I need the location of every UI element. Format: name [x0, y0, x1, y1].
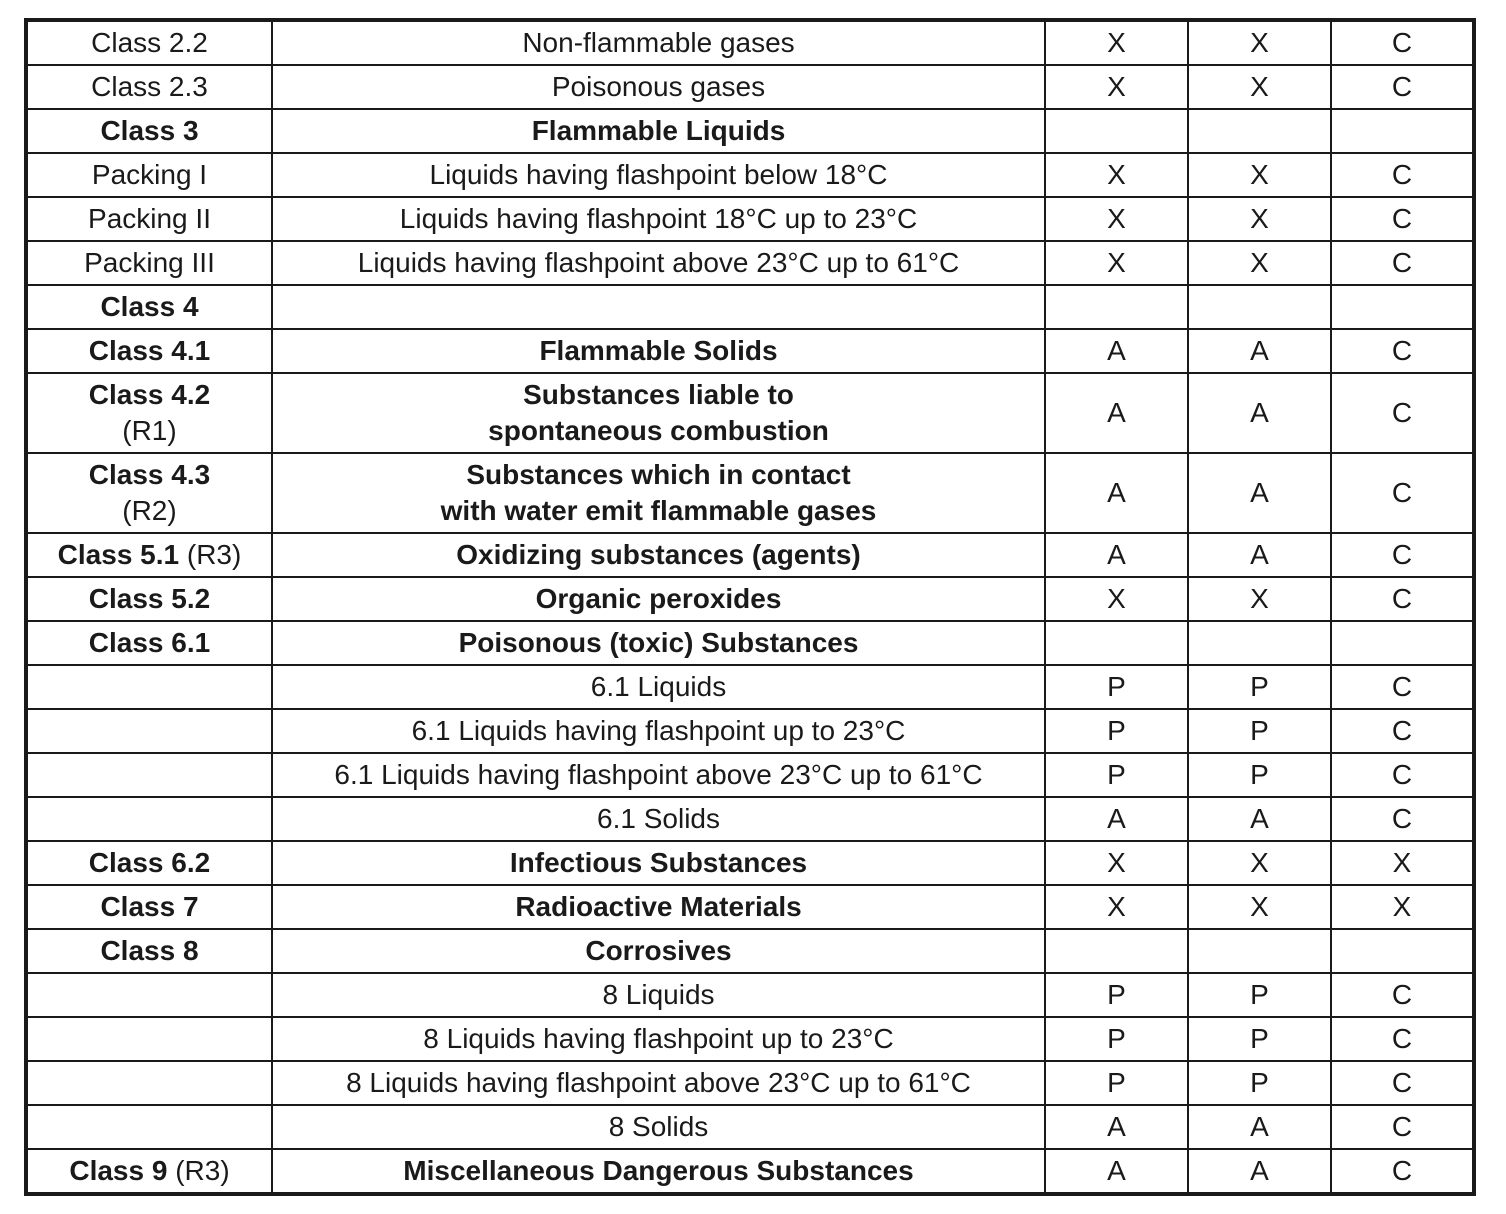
description-cell [272, 329, 1045, 373]
table-row [26, 929, 1474, 973]
code-cell-2: X [1188, 20, 1331, 65]
code-cell-3: C [1331, 665, 1474, 709]
code-cell-3: C [1331, 753, 1474, 797]
description-text: Poisonous gases [551, 71, 766, 102]
description-cell [272, 665, 1045, 709]
description-text: 6.1 Liquids having flashpoint up to 23°C [411, 715, 906, 746]
code-cell-1: X [1045, 65, 1188, 109]
description-text: Flammable Solids [539, 335, 778, 366]
class-cell [26, 153, 272, 197]
code-cell-3: X [1331, 841, 1474, 885]
code-cell-2: P [1188, 753, 1331, 797]
table-row [26, 1105, 1474, 1149]
table-row [26, 1017, 1474, 1061]
table-body [26, 20, 1474, 1194]
code-cell-3: C [1331, 533, 1474, 577]
description-text: Liquids having flashpoint 18°C up to 23°C [399, 203, 918, 234]
class-label: Class 9 [69, 1155, 168, 1186]
code-cell-2 [1188, 109, 1331, 153]
table-row [26, 197, 1474, 241]
description-cell [272, 533, 1045, 577]
class-cell [26, 453, 272, 533]
code-cell-2: X [1188, 841, 1331, 885]
description-cell [272, 453, 1045, 533]
code-cell-1 [1045, 621, 1188, 665]
code-cell-2: A [1188, 1149, 1331, 1194]
description-text: Substances liable to [523, 379, 794, 410]
code-cell-1: P [1045, 1061, 1188, 1105]
code-cell-3 [1331, 285, 1474, 329]
description-text: Oxidizing substances (agents) [456, 539, 861, 570]
code-cell-2 [1188, 929, 1331, 973]
class-label: Class 5.1 [57, 539, 180, 570]
code-cell-2: A [1188, 329, 1331, 373]
code-cell-2: X [1188, 885, 1331, 929]
code-cell-2: X [1188, 577, 1331, 621]
dangerous-goods-table [24, 18, 1476, 1196]
table-row [26, 285, 1474, 329]
description-cell [272, 197, 1045, 241]
code-cell-3 [1331, 109, 1474, 153]
code-cell-2: A [1188, 373, 1331, 453]
description-cell [272, 1149, 1045, 1194]
description-text-line2: spontaneous combustion [488, 415, 829, 446]
table-row [26, 153, 1474, 197]
description-text: Non-flammable gases [522, 27, 795, 58]
description-text: 6.1 Solids [597, 803, 720, 834]
code-cell-2: P [1188, 709, 1331, 753]
class-label: Class 3 [100, 115, 199, 146]
description-cell [272, 797, 1045, 841]
description-cell [272, 929, 1045, 973]
code-cell-3: C [1331, 20, 1474, 65]
class-cell [26, 329, 272, 373]
code-cell-1 [1045, 109, 1188, 153]
description-cell [272, 753, 1045, 797]
description-text: Infectious Substances [509, 847, 808, 878]
code-cell-2 [1188, 285, 1331, 329]
code-cell-2: A [1188, 797, 1331, 841]
description-text: Liquids having flashpoint above 23°C up to 61°C [357, 247, 960, 278]
description-text: Radioactive Materials [515, 891, 802, 922]
class-label: Class 6.1 [88, 627, 211, 658]
class-cell [26, 197, 272, 241]
code-cell-2: X [1188, 65, 1331, 109]
class-label: Class 6.2 [88, 847, 211, 878]
code-cell-3: C [1331, 973, 1474, 1017]
code-cell-3: C [1331, 329, 1474, 373]
code-cell-1: A [1045, 533, 1188, 577]
class-note: (R2) [122, 495, 177, 526]
class-note: (R3) [175, 1155, 230, 1186]
code-cell-1: X [1045, 153, 1188, 197]
code-cell-1: A [1045, 797, 1188, 841]
code-cell-1: X [1045, 197, 1188, 241]
class-note: (R1) [122, 415, 177, 446]
description-text: 8 Liquids having flashpoint up to 23°C [423, 1023, 894, 1054]
class-cell [26, 885, 272, 929]
class-cell [26, 285, 272, 329]
class-cell [26, 533, 272, 577]
class-cell [26, 753, 272, 797]
code-cell-1: P [1045, 973, 1188, 1017]
description-cell [272, 973, 1045, 1017]
code-cell-1 [1045, 285, 1188, 329]
class-cell [26, 373, 272, 453]
description-cell [272, 841, 1045, 885]
description-cell [272, 20, 1045, 65]
table-row [26, 241, 1474, 285]
class-label: Class 5.2 [88, 583, 211, 614]
code-cell-3: C [1331, 577, 1474, 621]
description-cell [272, 1105, 1045, 1149]
code-cell-1: P [1045, 665, 1188, 709]
class-label: Packing I [91, 159, 208, 190]
code-cell-3: C [1331, 65, 1474, 109]
code-cell-2: X [1188, 197, 1331, 241]
code-cell-3: C [1331, 373, 1474, 453]
description-cell [272, 373, 1045, 453]
code-cell-1 [1045, 929, 1188, 973]
table-row [26, 885, 1474, 929]
code-cell-2: X [1188, 241, 1331, 285]
table-row [26, 20, 1474, 65]
description-text: Flammable Liquids [531, 115, 786, 146]
code-cell-2: P [1188, 1017, 1331, 1061]
class-label: Class 4 [100, 291, 199, 322]
class-cell [26, 577, 272, 621]
description-text-line2: with water emit flammable gases [440, 495, 877, 526]
code-cell-2: A [1188, 533, 1331, 577]
code-cell-1: P [1045, 709, 1188, 753]
table-row [26, 1061, 1474, 1105]
class-label: Packing III [84, 247, 215, 278]
description-cell [272, 285, 1045, 329]
description-cell [272, 241, 1045, 285]
class-note: (R3) [186, 539, 242, 570]
code-cell-1: A [1045, 329, 1188, 373]
code-cell-3: C [1331, 709, 1474, 753]
class-label: Class 4.1 [88, 335, 211, 366]
description-text: Liquids having flashpoint below 18°C [429, 159, 888, 190]
description-text: 6.1 Liquids [590, 671, 727, 702]
code-cell-1: A [1045, 1149, 1188, 1194]
code-cell-1: A [1045, 373, 1188, 453]
code-cell-1: P [1045, 753, 1188, 797]
code-cell-3 [1331, 621, 1474, 665]
code-cell-1: A [1045, 1105, 1188, 1149]
description-cell [272, 885, 1045, 929]
description-cell [272, 1061, 1045, 1105]
code-cell-3: C [1331, 1149, 1474, 1194]
code-cell-1: X [1045, 841, 1188, 885]
table-row [26, 797, 1474, 841]
class-label: Class 7 [100, 891, 199, 922]
table-row [26, 621, 1474, 665]
code-cell-2: X [1188, 153, 1331, 197]
code-cell-2: A [1188, 1105, 1331, 1149]
code-cell-1: P [1045, 1017, 1188, 1061]
description-cell [272, 153, 1045, 197]
code-cell-2: P [1188, 665, 1331, 709]
class-cell [26, 1149, 272, 1194]
class-label: Class 4.2 [88, 379, 211, 410]
code-cell-3: C [1331, 153, 1474, 197]
code-cell-1: X [1045, 577, 1188, 621]
table-row [26, 709, 1474, 753]
table-row [26, 973, 1474, 1017]
description-text: 6.1 Liquids having flashpoint above 23°C up to 61°C [334, 759, 983, 790]
class-cell [26, 797, 272, 841]
code-cell-1: A [1045, 453, 1188, 533]
class-cell [26, 1061, 272, 1105]
description-text: Corrosives [585, 935, 732, 966]
table-row [26, 533, 1474, 577]
class-cell [26, 665, 272, 709]
class-label: Class 2.3 [91, 71, 208, 102]
description-text: Organic peroxides [535, 583, 782, 614]
table-row [26, 65, 1474, 109]
class-cell [26, 929, 272, 973]
table-row [26, 453, 1474, 533]
code-cell-3: C [1331, 241, 1474, 285]
code-cell-1: X [1045, 20, 1188, 65]
class-cell [26, 65, 272, 109]
class-cell [26, 20, 272, 65]
description-cell [272, 65, 1045, 109]
class-cell [26, 973, 272, 1017]
description-cell [272, 109, 1045, 153]
code-cell-3 [1331, 929, 1474, 973]
table-row [26, 665, 1474, 709]
class-cell [26, 709, 272, 753]
code-cell-3: C [1331, 1105, 1474, 1149]
description-cell [272, 621, 1045, 665]
table-row [26, 109, 1474, 153]
description-text: 8 Solids [608, 1111, 709, 1142]
class-label: Class 2.2 [91, 27, 208, 58]
class-cell [26, 841, 272, 885]
description-text: Substances which in contact [466, 459, 851, 490]
code-cell-3: C [1331, 797, 1474, 841]
class-label: Class 4.3 [88, 459, 211, 490]
table-row [26, 753, 1474, 797]
class-label: Packing II [88, 203, 211, 234]
table-row [26, 1149, 1474, 1194]
class-cell [26, 1017, 272, 1061]
description-cell [272, 1017, 1045, 1061]
class-cell [26, 1105, 272, 1149]
code-cell-3: C [1331, 453, 1474, 533]
description-cell [272, 709, 1045, 753]
code-cell-2: P [1188, 973, 1331, 1017]
code-cell-1: X [1045, 885, 1188, 929]
code-cell-3: C [1331, 1017, 1474, 1061]
code-cell-2 [1188, 621, 1331, 665]
class-cell [26, 621, 272, 665]
description-cell [272, 577, 1045, 621]
description-text: 8 Liquids [602, 979, 715, 1010]
code-cell-2: A [1188, 453, 1331, 533]
description-text: Miscellaneous Dangerous Substances [403, 1155, 914, 1186]
table-row [26, 373, 1474, 453]
code-cell-3: C [1331, 197, 1474, 241]
code-cell-3: X [1331, 885, 1474, 929]
table-row [26, 577, 1474, 621]
description-text: Poisonous (toxic) Substances [458, 627, 859, 658]
class-label: Class 8 [100, 935, 199, 966]
code-cell-3: C [1331, 1061, 1474, 1105]
code-cell-1: X [1045, 241, 1188, 285]
class-cell [26, 109, 272, 153]
description-text: 8 Liquids having flashpoint above 23°C up to 61°C [346, 1067, 971, 1098]
table-row [26, 841, 1474, 885]
class-cell [26, 241, 272, 285]
table-row [26, 329, 1474, 373]
code-cell-2: P [1188, 1061, 1331, 1105]
